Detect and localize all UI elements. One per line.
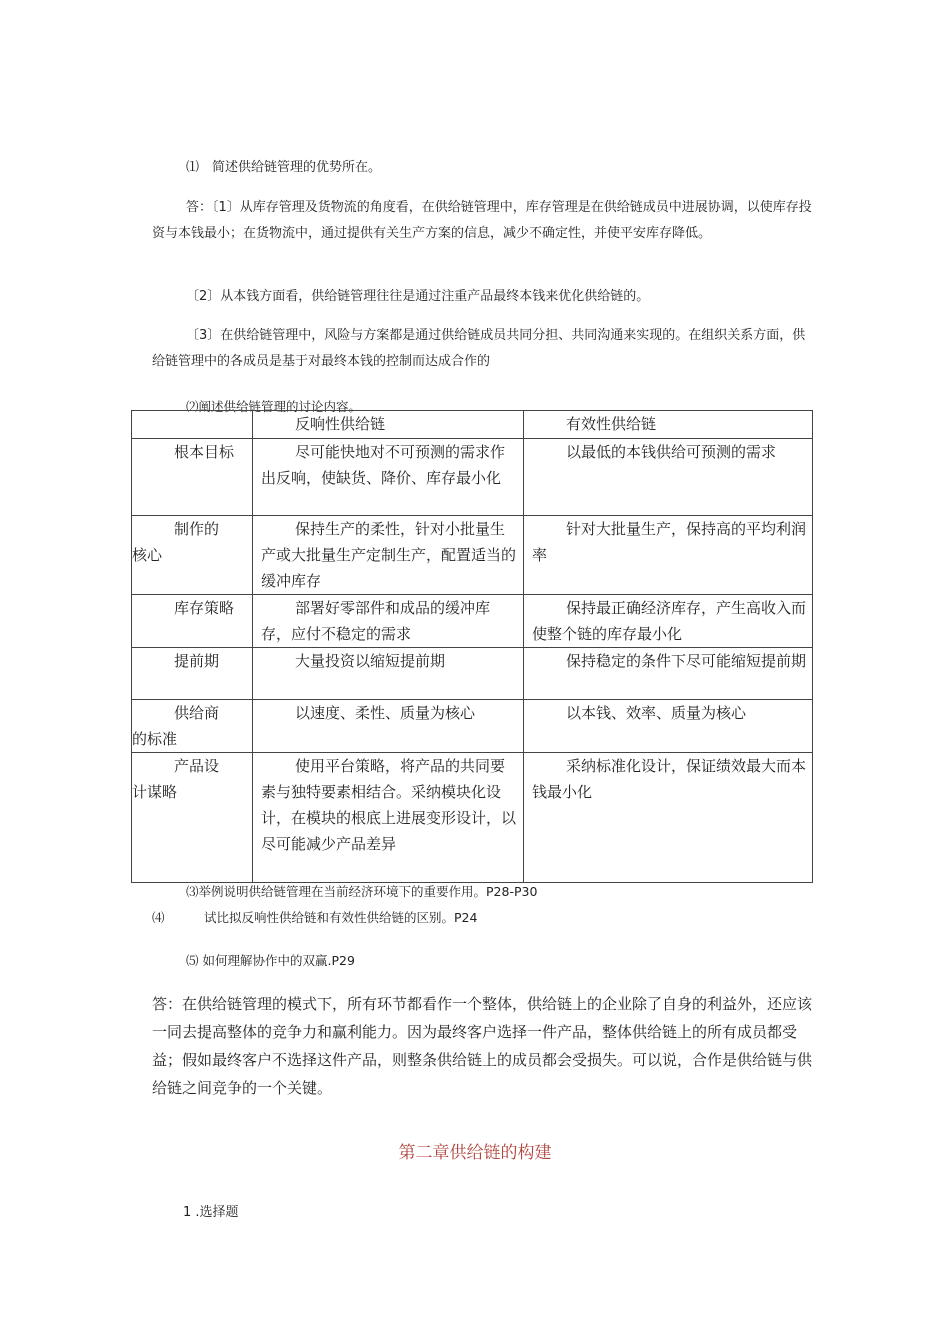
section-heading: 1 .选择题: [183, 1205, 239, 1220]
chapter-title: 第二章供给链的构建: [398, 1143, 552, 1163]
answer-1: [152, 195, 812, 247]
table-header-empty: [132, 411, 253, 439]
row-label: 根本目标: [132, 439, 253, 516]
responsive-cell: 以速度、柔性、质量为核心: [253, 700, 524, 753]
comparison-table: [131, 410, 813, 883]
table-row: [132, 439, 813, 516]
table-header-responsive: 反响性供给链: [253, 411, 524, 439]
efficient-cell: 以最低的本钱供给可预测的需求: [524, 439, 813, 516]
row-label: 制作的 核心: [132, 516, 253, 595]
efficient-cell: 采纳标准化设计，保证绩效最大而本钱最小化: [524, 753, 813, 883]
answer-1-point-1: 答：〔1〕从库存管理及货物流的角度看，在供给链管理中，库存管理是在供给链成员中进展协调，以使库存投资与本钱最小；在货物流中，通过提供有关生产方案的信息，减少不确定性，并使平安库存降低。: [152, 200, 812, 241]
answer-1-point-2: 〔2〕从本钱方面看，供给链管理往往是通过注重产品最终本钱来优化供给链的。: [186, 289, 650, 304]
question-4: ⑷ 试比拟反响性供给链和有效性供给链的区别。P24: [152, 910, 478, 925]
table-row: [132, 648, 813, 700]
row-label: 库存策略: [132, 595, 253, 648]
question-5: ⑸ 如何理解协作中的双赢.P29: [186, 953, 355, 968]
answer-1-point-3: 〔3〕在供给链管理中，风险与方案都是通过供给链成员共同分担、共同沟通来实现的。在组织关系方面，供给链管理中的各成员是基于对最终本钱的控制而达成合作的: [152, 328, 806, 369]
table-row: [132, 700, 813, 753]
answer-5: 答：在供给链管理的模式下，所有环节都看作一个整体，供给链上的企业除了自身的利益外，还应该一同去提高整体的竞争力和赢利能力。因为最终客户选择一件产品，整体供给链上的所有成员都受益；假如最终客户不选择这件产品，则整条供给链上的成员都会受损失。可以说，合作是供给链与供给链之间竞争的一个关键。: [152, 995, 813, 1097]
table-header-efficient: 有效性供给链: [524, 411, 813, 439]
table-header-row: [132, 411, 813, 439]
row-label: 提前期: [132, 648, 253, 700]
row-label: 产品设 计谋略: [132, 753, 253, 883]
responsive-cell: 大量投资以缩短提前期: [253, 648, 524, 700]
question-3: ⑶举例说明供给链管理在当前经济环境下的重要作用。P28-P30: [186, 884, 538, 899]
question-2: ⑵阐述供给链管理的讨论内容。: [186, 399, 362, 414]
efficient-cell: 保持稳定的条件下尽可能缩短提前期: [524, 648, 813, 700]
responsive-cell: 尽可能快地对不可预测的需求作出反响，使缺货、降价、库存最小化: [253, 439, 524, 516]
question-1: ⑴ 简述供给链管理的优势所在。: [186, 160, 382, 175]
efficient-cell: 针对大批量生产，保持高的平均利润率: [524, 516, 813, 595]
responsive-cell: 使用平台策略，将产品的共同要素与独特要素相结合。采纳模块化设计，在模块的根底上进展变形设计，以尽可能减少产品差异: [253, 753, 524, 883]
responsive-cell: 部署好零部件和成品的缓冲库存，应付不稳定的需求: [253, 595, 524, 648]
row-label: 供给商 的标准: [132, 700, 253, 753]
table-row: [132, 595, 813, 648]
responsive-cell: 保持生产的柔性，针对小批量生产或大批量生产定制生产，配置适当的缓冲库存: [253, 516, 524, 595]
table-row: [132, 753, 813, 883]
efficient-cell: 保持最正确经济库存，产生高收入而使整个链的库存最小化: [524, 595, 813, 648]
table-row: [132, 516, 813, 595]
efficient-cell: 以本钱、效率、质量为核心: [524, 700, 813, 753]
